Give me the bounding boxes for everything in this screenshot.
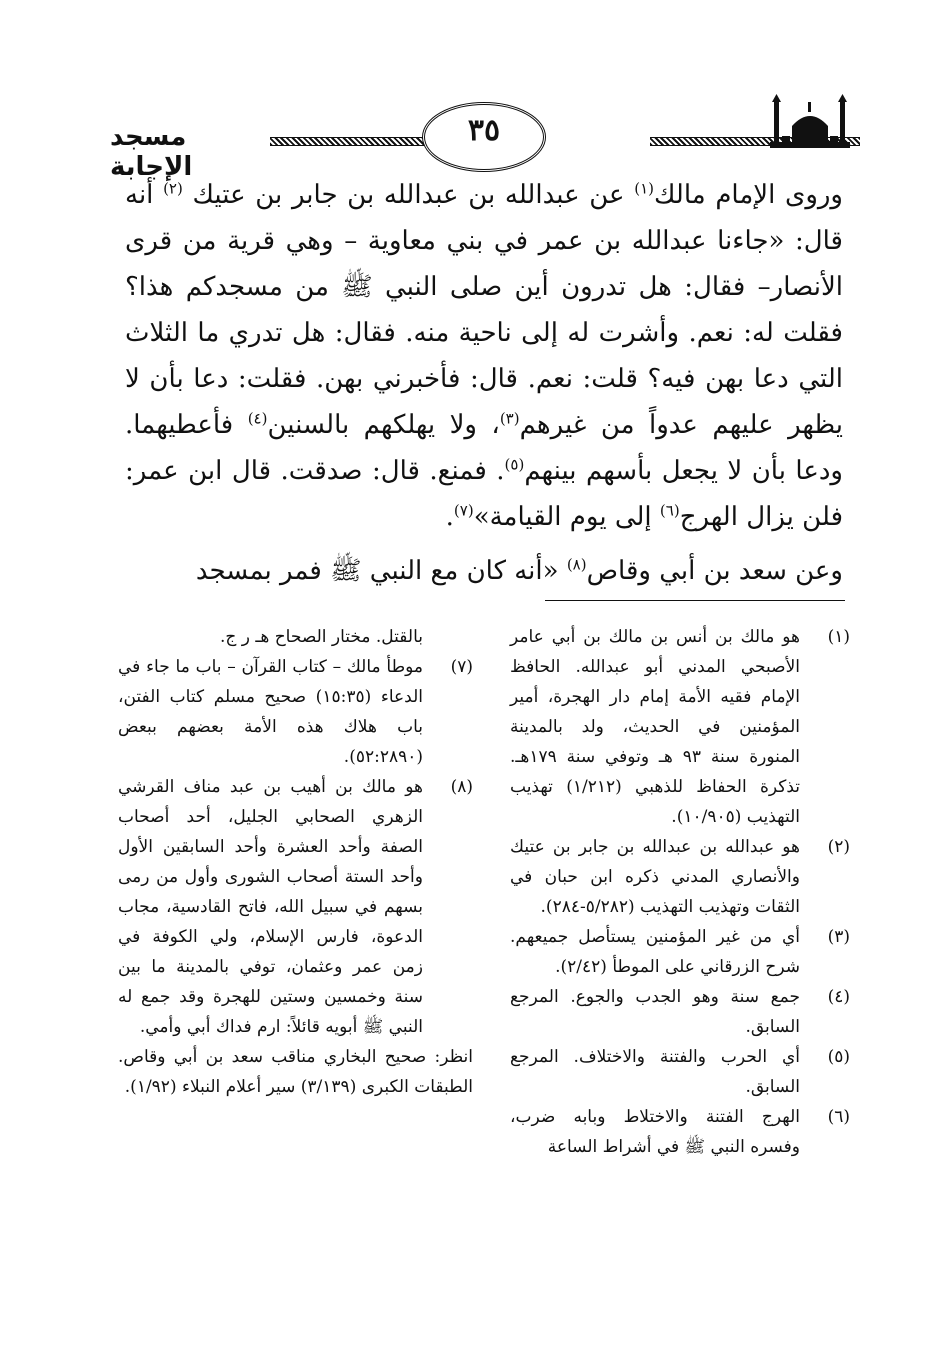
footnote-number: (١) bbox=[827, 627, 850, 647]
footnote-ref-5: (٥) bbox=[504, 455, 525, 474]
text-run: عن عبدالله بن عبدالله بن جابر بن عتيك bbox=[182, 180, 635, 210]
footnote-ref-3: (٣) bbox=[499, 409, 520, 428]
footnote-ref-7: (٧) bbox=[453, 501, 474, 520]
footnote-text: هو عبدالله بن عبدالله بن جابر بن عتيك والأنصاري المدني ذكره ابن حبان في الثقات وتهذيب التهذيب (٥/٢٨٢-٢٨٤). bbox=[510, 837, 800, 917]
footnote-number: (٢) bbox=[827, 837, 850, 857]
footnote-item bbox=[510, 982, 850, 1042]
footnote-ref-6: (٦) bbox=[659, 501, 680, 520]
footnote-item bbox=[510, 832, 850, 922]
footnote-number: (٧) bbox=[450, 657, 473, 677]
footnote-text: هو مالك بن أهيب بن عبد مناف القرشي الزهري الصحابي الجليل، أحد أصحاب الصفة وأحد العشرة وأحد السابقين الأول وأحد الستة أصحاب الشورى وأول من رمى بسهم في سبيل الله، فاتح القادسية، مجاب الدعوة، فارس الإسلام، ولي الكوفة في زمن عمر وعثمان، توفي بالمدينة ما بين سنة وخمسين وستين للهجرة وقد جمع له النبي ﷺ أبويه قائلاً: ارم فداك أبي وأمي. bbox=[118, 777, 423, 1037]
page-number-oval bbox=[422, 102, 546, 172]
text-run: ، ولا يهلكهم بالسنين bbox=[267, 410, 500, 440]
footnote-ref-1: (١) bbox=[634, 179, 654, 198]
mosque-icon bbox=[770, 92, 850, 152]
text-run: فأعطيهما. ودعا بأن لا يجعل بأسهم بينهم bbox=[125, 410, 843, 486]
text-run: وروى الإمام مالك bbox=[653, 180, 843, 210]
footnote-item bbox=[118, 772, 473, 1042]
footnote-ref-4: (٤) bbox=[247, 409, 268, 428]
footnote-item bbox=[510, 622, 850, 832]
running-title: مسجد الإجابة bbox=[110, 122, 193, 182]
footnote-item bbox=[510, 1102, 850, 1162]
footnote-number: (٦) bbox=[827, 1107, 850, 1127]
page-number: ٣٥ bbox=[467, 113, 501, 148]
text-run: «أنه كان مع النبي ﷺ فمر بمسجد bbox=[195, 556, 567, 586]
footnote-text: موطأ مالك – كتاب القرآن – باب ما جاء في الدعاء (١٥:٣٥) صحيح مسلم كتاب الفتن، باب هلاك هذه الأمة بعضهم ببعض (٥٢:٢٨٩٠). bbox=[118, 657, 423, 767]
text-run: أنه قال: «جاءنا عبدالله بن عمر في بني معاوية – وهي قرية من قرى الأنصار– فقال: هل تدرون أين صلى النبي ﷺ من مسجدكم هذا؟ فقلت له: نعم. وأشرت له إلى ناحية منه. فقال: هل تدري ما الثلاث التي دعا بهن فيه؟ قلت: نعم. قال: فأخبرني بهن. فقلت: دعا بأن لا يظهر عليهم عدواً من غيرهم bbox=[125, 180, 843, 440]
footnote-ref-8: (٨) bbox=[566, 555, 587, 574]
text-run: إلى يوم القيامة» bbox=[473, 502, 660, 532]
paragraph-hadith-saad bbox=[125, 548, 843, 594]
footnotes-left-column bbox=[118, 622, 473, 1102]
footnote-text: أي من غير المؤمنين يستأصل جميعهم. شرح الزرقاني على الموطأ (٢/٤٢). bbox=[510, 927, 800, 977]
footnote-continuation: بالقتل. مختار الصحاح هـ ر ج. bbox=[219, 627, 423, 647]
text-run: وعن سعد بن أبي وقاص bbox=[586, 556, 843, 586]
footnotes-right-column bbox=[510, 622, 850, 1162]
paragraph-hadith-ibn-umar bbox=[125, 172, 843, 540]
footnote-divider bbox=[545, 600, 845, 601]
footnote-text: هو مالك بن أنس بن مالك بن أبي عامر الأصبحي المدني أبو عبدالله. الحافظ الإمام فقيه الأمة إمام دار الهجرة، أمير المؤمنين في الحديث، ولد بالمدينة المنورة سنة ٩٣ هـ وتوفي سنة ١٧٩هـ. تذكرة الحفاظ للذهبي (١/٢١٢) تهذيب التهذيب (١٠/٩٠٥). bbox=[510, 627, 800, 827]
text-run: . bbox=[445, 502, 454, 532]
footnote-ref-2: (٢) bbox=[163, 179, 183, 198]
text-run: . فمنع. قال: صدقت. قال ابن عمر: فلن يزال الهرج bbox=[125, 456, 843, 532]
footnote-text: الهرج الفتنة والاختلاط وبابه ضرب، وفسره النبي ﷺ في أشراط الساعة bbox=[510, 1107, 800, 1157]
footnote-item bbox=[510, 1042, 850, 1102]
footnote-item bbox=[510, 922, 850, 982]
footnote-text: جمع سنة وهو الجدب والجوع. المرجع السابق. bbox=[510, 987, 800, 1037]
footnote-text: أي الحرب والفتنة والاختلاف. المرجع السابق. bbox=[510, 1047, 800, 1097]
footnote-number: (٥) bbox=[827, 1047, 850, 1067]
footnote-sources: انظر: صحيح البخاري مناقب سعد بن أبي وقاص. الطبقات الكبرى (٣/١٣٩) سير أعلام النبلاء (١/٩٢). bbox=[118, 1047, 473, 1097]
footnote-number: (٤) bbox=[827, 987, 850, 1007]
main-text bbox=[125, 172, 843, 594]
footnote-number: (٣) bbox=[827, 927, 850, 947]
footnote-number: (٨) bbox=[450, 777, 473, 797]
footnote-item bbox=[118, 652, 473, 772]
